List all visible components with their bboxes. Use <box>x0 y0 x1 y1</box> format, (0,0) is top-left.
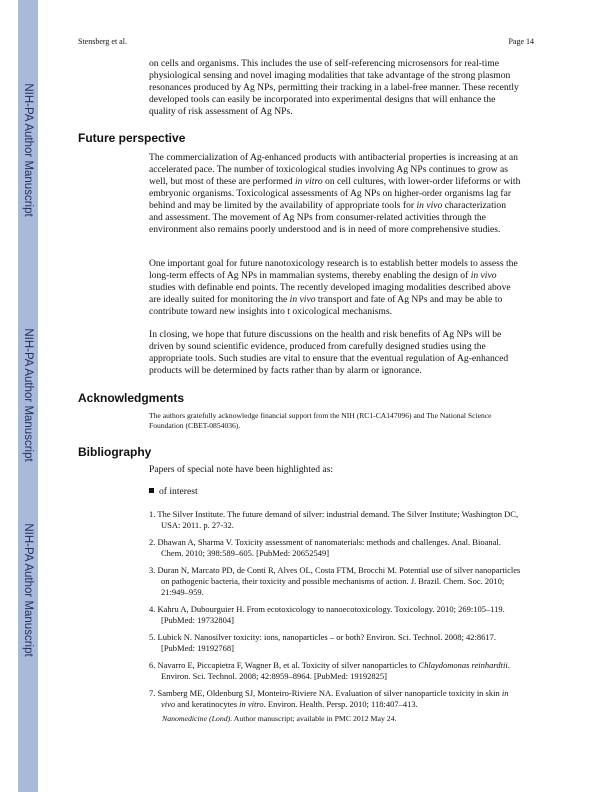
legend-of-interest: of interest <box>149 486 521 498</box>
section-heading-bibliography: Bibliography <box>78 445 152 459</box>
reference-item: 7. Samberg ME, Oldenburg SJ, Monteiro-Riviere NA. Evaluation of silver nanoparticle toxicity in skin in vivo and keratinocytes in vitro. Environ. Health. Persp. 2010; 118:407–413. <box>149 688 509 709</box>
section-heading-future: Future perspective <box>78 131 186 145</box>
bibliography-note: Papers of special note have been highlighted as: <box>149 464 334 475</box>
reference-item: 5. Lubick N. Nanosilver toxicity: ions, nanoparticles – or both? Environ. Sci. Technol. 2008; 42:8617. [PubMed: 19192768] <box>149 632 496 653</box>
section-heading-acknowledgments: Acknowledgments <box>78 391 185 405</box>
reference-list <box>149 509 524 716</box>
reference-item: 2. Dhawan A, Sharma V. Toxicity assessment of nanomaterials: methods and challenges. Anal. Bioanal. Chem. 2010; 398:589–605. [PubMed: 20652549] <box>149 537 501 558</box>
paragraph: In closing, we hope that future discussions on the health and risk benefits of Ag NPs will be driven by sound scientific evidence, produced from carefully designed studies using the appropriate tools. Such studies are vital to ensure that the eventual regulation of Ag-enhanced products will be determined by facts rather than by alarm or ignorance. <box>149 329 509 376</box>
intro-paragraph: on cells and organisms. This includes the use of self-referencing microsensors for real-time physiological sensing and novel imaging modalities that take advantage of the strong plasmon resonances produced by Ag NPs, permitting their tracking in a label-free manner. These recently developed tools can easily be incorporated into experimental designs that will enhance the quality of risk assessment of Ag NPs. <box>149 58 519 117</box>
reference-item: 4. Kahru A, Dubourguier H. From ecotoxicology to nanoecotoxicology. Toxicology. 2010; 269:105–119. [PubMed: 19732804] <box>149 604 505 625</box>
reference-item: 3. Duran N, Marcato PD, de Conti R, Alves OL, Costa FTM, Brocchi M. Potential use of silver nanoparticles on pathogenic bacteria, their toxicity and possible mechanisms of action. J. Brazil. Chem. Soc. 2010; 21:949–959. <box>149 565 521 597</box>
paragraph: One important goal for future nanotoxicology research is to establish better models to assess the long-term effects of Ag NPs in mammalian systems, thereby enabling the design of in vivo studies with definable end points. The recently developed imaging modalities described above are ideally suited for monitoring the in vivo transport and fate of Ag NPs and may be able to contribute toward new insights into t oxicological mechanisms. <box>149 258 518 317</box>
page-number: Page 14 <box>508 37 534 46</box>
running-head-authors: Stensberg et al. <box>78 37 127 46</box>
page-footer: Nanomedicine (Lond). Author manuscript; available in PMC 2012 May 24. <box>162 714 397 723</box>
reference-item: 1. The Silver Institute. The future demand of silver: industrial demand. The Silver Institute; Washington DC, USA: 2011. p. 27-32. <box>149 509 519 530</box>
paragraph: The commercialization of Ag-enhanced products with antibacterial properties is increasing at an accelerated pace. The number of toxicological studies involving Ag NPs continues to grow as well, but most of these are performed in vitro on cell cultures, with lower-order lifeforms or with embryonic organisms. Toxicological assessments of Ag NPs on higher-order organisms lag far behind and may be limited by the availability of appropriate tools for in vivo characterization and assessment. The movement of Ag NPs from consumer-related activities through the environment also remains poorly understood and is in need of more comprehensive studies. <box>149 152 521 235</box>
square-bullet-icon <box>149 488 154 493</box>
acknowledgments-text: The authors gratefully acknowledge financial support from the NIH (RC1-CA147096) and The National Science Foundation (CBET-0854036). <box>149 411 492 430</box>
reference-item: 6. Navarro E, Piccapietra F, Wagner B, et al. Toxicity of silver nanoparticles to Chlaydomonas reinhardtii. Environ. Sci. Technol. 2008; 42:8959–8964. [PubMed: 19192825] <box>149 660 510 681</box>
